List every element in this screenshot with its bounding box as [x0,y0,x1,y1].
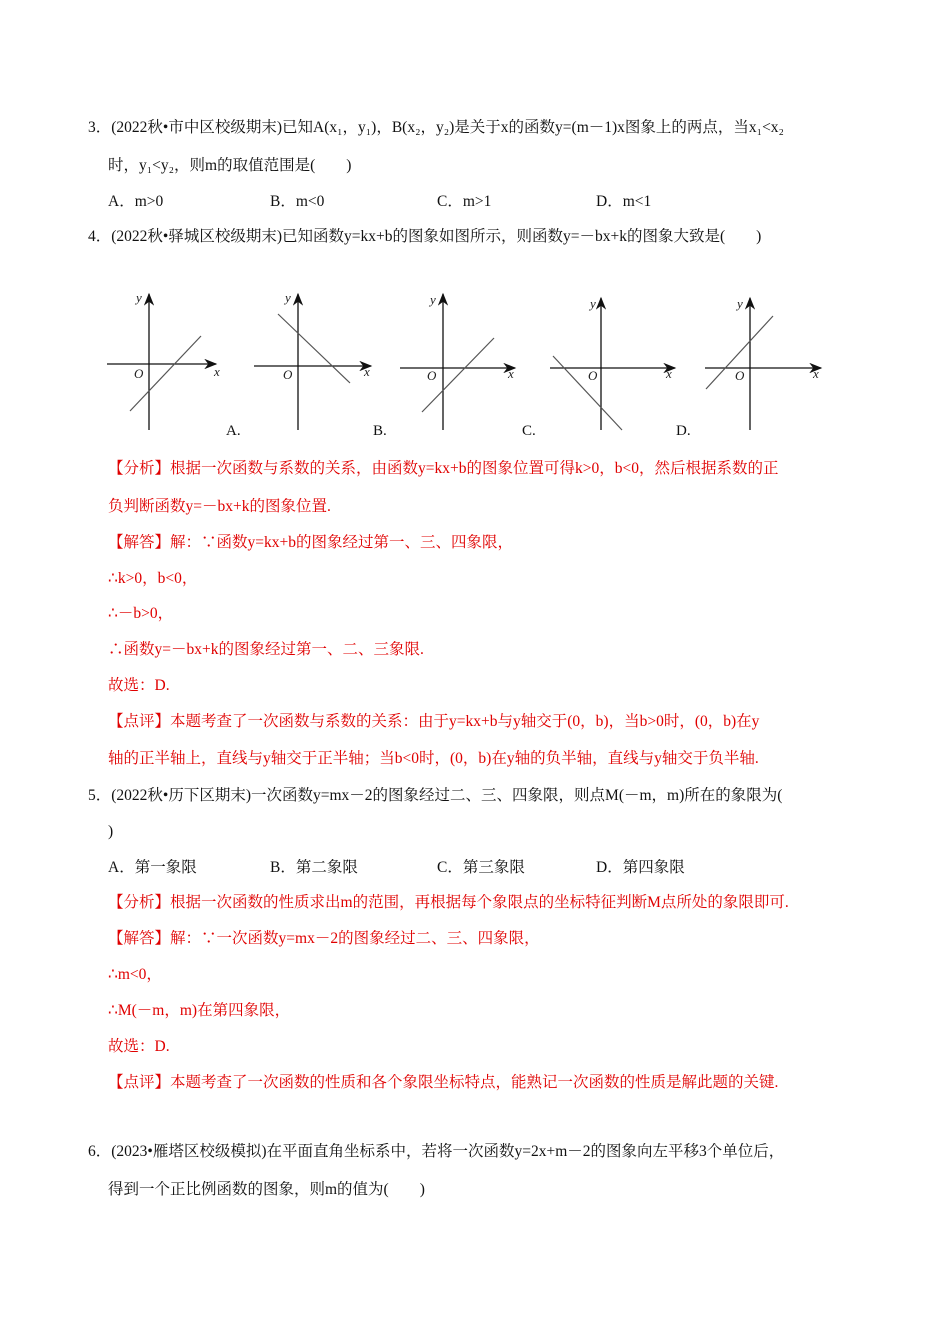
svg-text:y: y [285,290,291,305]
q5-option-b: B．第二象限 [270,859,358,876]
q4-comment: 【点评】本题考查了一次函数与系数的关系：由于y=kx+b与y轴交于(0，b)，当b>0时，(0，b)在y [108,713,760,730]
q3-option-b: B．m<0 [270,193,325,210]
graph-label-c: C. [522,423,536,439]
q5-analysis: 【分析】根据一次函数的性质求出m的范围，再根据每个象限点的坐标特征判断M点所处的象限即可. [108,894,789,911]
q5-stem: 5．(2022秋•历下区期末)一次函数y=mx－2的图象经过二、三、四象限，则点M(－m，m)所在的象限为( [88,787,783,804]
svg-text:O: O [283,367,293,382]
q5-solution: 【解答】解：∵一次函数y=mx－2的图象经过二、三、四象限， [108,930,540,947]
graph-option-c [550,296,675,430]
q4-graphs [0,280,950,450]
graph-label-b: B. [373,423,387,439]
svg-text:O: O [427,368,437,383]
q5-solution-2: ∴m<0， [108,966,162,983]
q4-analysis-cont: 负判断函数y=－bx+k的图象位置. [108,498,331,515]
svg-text:x: x [666,366,672,381]
graph-option-d [705,296,821,430]
svg-text:x: x [508,366,514,381]
svg-text:O: O [588,368,598,383]
svg-text:x: x [214,364,220,379]
svg-text:O: O [735,368,745,383]
q4-solution-4: ∴函数y=－bx+k的图象经过第一、二、三象限. [108,641,424,658]
q3-stem: 3．(2022秋•市中区校级期末)已知A(x₁，y₁)，B(x₂，y₂)是关于x的函数y=(m－1)x图象上的两点，当x₁<x₂ [88,119,784,136]
q5-option-c: C．第三象限 [437,859,525,876]
q5-stem-cont: ) [108,823,114,840]
q4-solution-2: ∴k>0，b<0， [108,570,198,587]
q3-option-d: D．m<1 [596,193,652,210]
svg-text:x: x [364,364,370,379]
graph-label-a: A. [226,423,241,439]
graph-option-a [254,290,371,430]
q3-option-c: C．m>1 [437,193,492,210]
q3-option-a: A．m>0 [108,193,164,210]
q3-stem-cont: 时，y₁<y₂，则m的取值范围是( ) [108,157,352,174]
svg-text:y: y [737,296,743,311]
svg-text:y: y [590,296,596,311]
q5-solution-3: ∴M(－m，m)在第四象限， [108,1002,291,1019]
svg-text:O: O [134,366,144,381]
q4-comment-cont: 轴的正半轴上，直线与y轴交于正半轴；当b<0时，(0，b)在y轴的负半轴，直线与y轴交于负半轴. [108,750,759,767]
graph-option-b [400,292,515,430]
q4-solution-3: ∴－b>0， [108,605,174,622]
q4-solution: 【解答】解：∵函数y=kx+b的图象经过第一、三、四象限， [108,534,513,551]
q4-stem: 4．(2022秋•驿城区校级期末)已知函数y=kx+b的图象如图所示，则函数y=－bx+k的图象大致是( ) [88,228,762,245]
svg-text:y: y [430,292,436,307]
svg-text:x: x [813,366,819,381]
graph-original [107,290,220,430]
q4-analysis: 【分析】根据一次函数与系数的关系，由函数y=kx+b的图象位置可得k>0，b<0，然后根据系数的正 [108,460,779,477]
q6-stem-cont: 得到一个正比例函数的图象，则m的值为( ) [108,1181,425,1198]
svg-text:y: y [136,290,142,305]
q5-option-a: A．第一象限 [108,859,197,876]
q6-stem: 6．(2023•雁塔区校级模拟)在平面直角坐标系中，若将一次函数y=2x+m－2的图象向左平移3个单位后， [88,1143,785,1160]
graph-label-d: D. [676,423,691,439]
q5-answer: 故选：D. [108,1038,170,1055]
q4-answer: 故选：D. [108,677,170,694]
q5-option-d: D．第四象限 [596,859,685,876]
q5-comment: 【点评】本题考查了一次函数的性质和各个象限坐标特点，能熟记一次函数的性质是解此题的关键. [108,1074,779,1091]
